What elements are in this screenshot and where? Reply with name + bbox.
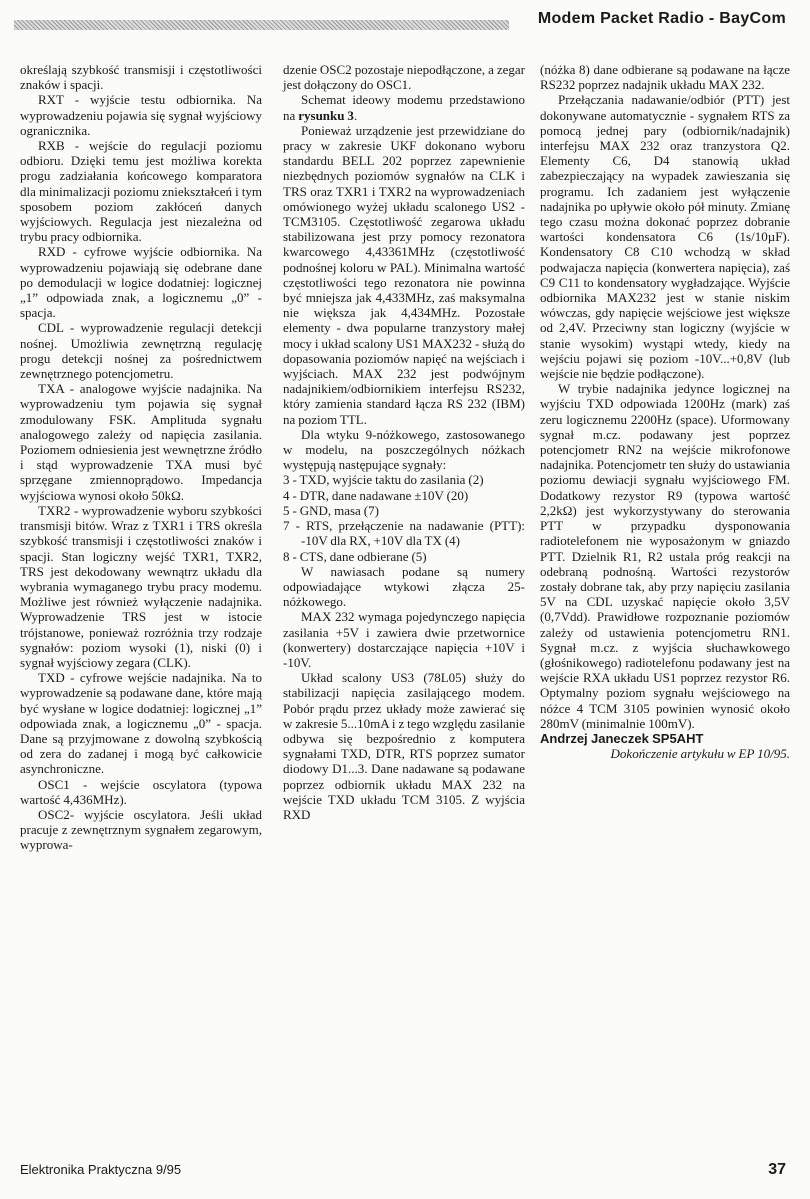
paragraph: określają szybkość transmisji i częstotliwości znaków i spacji. (20, 62, 262, 93)
paragraph (283, 92, 525, 122)
paragraph: TXD - cyfrowe wejście nadajnika. Na to wyprowadzenie są podawane dane, które mają być wysłane w logice dodatniej: logicznej „1” odpowiada znak, a logicznemu „0” - spacja. Dane są przyjmowane z dowolną szybkością od zera do zadanej i mogą być całkowicie asynchroniczne. (20, 670, 262, 777)
paragraph: OSC1 - wejście oscylatora (typowa wartość 4,436MHz). (20, 776, 262, 807)
continuation-note: Dokończenie artykułu w EP 10/95. (610, 746, 790, 762)
pin-list-item (283, 488, 525, 503)
paragraph: TXA - analogowe wyjście nadajnika. Na wyprowadzeniu tym pojawia się sygnał zmodulowany FSK. Amplituda sygnału analogowego zależy od napięcia zasilania. Poziomem odniesienia jest wewnętrzne źródło i stąd wyprowadzenie TXA musi być sprzęgane zmiennoprądowo. Impedancja wyjściowa wynosi około 50kΩ. (20, 381, 262, 503)
paragraph: RXD - cyfrowe wyjście odbiornika. Na wyprowadzeniu pojawiają się odebrane dane po demodulacji w logice dodatniej: logicznej „1” odpowiada znak, a logicznemu „0” - spacja. (20, 244, 262, 321)
pin-number: 3 - (283, 472, 297, 488)
pin-number: 5 - (283, 502, 297, 518)
pin-number: 4 - (283, 487, 297, 503)
paragraph: Ponieważ urządzenie jest przewidziane do pracy w zakresie UKF dokonano wyboru standardu BELL 202 poprzez zapewnienie niezbędnych poziomów sygnałów na CLK i TRS oraz TXR1 i TXR2 na wyprowadzeniach omówionego wyżej układu scalonego US2 - TCM3105. Częstotliwość zegarowa układu stabilizowana jest przy pomocy rezonatora kwarcowego 4,43361MHz (częstotliwość podnośnej koloru w PAL). Minimalna wartość częstotliwości tego rezonatora nie powinna być mniejsza jak 4,433MHz, zaś maksymalna nie większa jak 4,434MHz. Pozostałe elementy - dwa popularne tranzystory małej mocy i układ scalony US1 MAX232 - służą do dopasowania poziomów napięć na wejściach i wyjściach. MAX 232 jest podwójnym nadajnikiem/odbiornikiem interfejsu RS232, który zamienia standard łącza RS 232 (IBM) na poziom TTL. (283, 122, 525, 427)
paragraph: Przełączania nadawanie/odbiór (PTT) jest dokonywane automatycznie - sygnałem RTS za pomocą jednej pary (odbiornik/nadajnik) interfejsu MAX 232 oraz tranzystora Q2. Elementy C6, D4 stanowią układ zabezpieczający na wypadek zawieszania się programu. Ich zadaniem jest wyłączenie nadajnika po upływie około pół minuty. Zmianę tego czasu można dokonać poprzez dobranie wartości kondensatora C6 (1s/10µF). Kondensatory C8 C10 wchodzą w skład podwajacza napięcia (konwertera napięcia), zaś C9 C11 to kondensatory wygładzające. Wyjście odbiornika MAX232 jest w stanie niskim wówczas, gdy napięcie wejściowe jest większe od 2,4V. Przeciwny stan logiczny (wyjście w stanie wysokim) wystąpi wtedy, kiedy na wejściu pojawi się poziom -10V...+0,8V (lub wejście nie będzie podłączone). (540, 92, 790, 382)
header-decorative-bar (14, 20, 509, 30)
paragraph: Dla wtyku 9-nóżkowego, zastosowanego w modelu, na poszczególnych nóżkach występują następujące sygnały: (283, 426, 525, 473)
paragraph: MAX 232 wymaga pojedynczego napięcia zasilania +5V i zawiera dwie przetwornice (konwertery) dostarczające napięcia +10V i -10V. (283, 609, 525, 670)
paragraph: RXT - wyjście testu odbiornika. Na wyprowadzeniu pojawia się sygnał wyjściowy ogranicznika. (20, 92, 262, 138)
paragraph: (nóżka 8) dane odbierane są podawane na łącze RS232 poprzez nadajnik układu MAX 232. (540, 62, 790, 93)
text-run: . (353, 107, 358, 123)
paragraph: CDL - wyprowadzenie regulacji detekcji nośnej. Umożliwia zewnętrzną regulację progu detekcji nośnej za pośrednictwem zewnętrznego potencjometru. (20, 320, 262, 382)
pin-list-item (283, 503, 525, 518)
article-author: Andrzej Janeczek SP5AHT (540, 730, 704, 746)
pin-number: 8 - (283, 548, 297, 564)
pin-description: DTR, dane nadawane ±10V (20) (299, 487, 469, 503)
pin-description: CTS, dane odbierane (5) (299, 548, 427, 564)
text-column-3 (540, 62, 790, 761)
figure-reference: rysunku 3 (298, 107, 354, 123)
footer-page-number: 37 (768, 1161, 786, 1178)
pin-description: GND, masa (7) (299, 502, 379, 518)
paragraph: RXB - wejście do regulacji poziomu odbioru. Dzięki temu jest możliwa korekta progu zadziałania końcowego komparatora dla minimalizacji poziomu zniekształceń i tym sposobem poziom zakłóceń danych wyjściowych. Regulacja jest niezależna od trybu pracy odbiornika. (20, 138, 262, 245)
pin-list-item (283, 518, 525, 548)
paragraph: Układ scalony US3 (78L05) służy do stabilizacji napięcia zasilającego modem. Pobór prądu przez układy może zawierać się w zakresie 5...10mA i z tego względu zasilanie odbywa się bezpośrednio z komputera sygnałami TXD, DTR, RTS poprzez sumator diodowy D1...3. Dane nadawane są podawane poprzez odbiornik układu MAX 232 na wejście TXD układu TCM 3105. Z wyjścia RXD (283, 670, 525, 822)
text-column-2 (283, 62, 525, 822)
pin-list-item (283, 472, 525, 487)
pin-list-item (283, 549, 525, 564)
paragraph: W nawiasach podane są numery odpowiadające wtykowi złącza 25-nóżkowego. (283, 563, 525, 610)
text-run: Schemat ideowy modemu przedstawiono na (283, 92, 525, 123)
footer-journal-issue: Elektronika Praktyczna 9/95 (20, 1162, 182, 1177)
paragraph: OSC2- wyjście oscylatora. Jeśli układ pracuje z zewnętrznym sygnałem zegarowym, wyprowa- (20, 806, 262, 853)
pin-description: TXD, wyjście taktu do zasilania (2) (299, 472, 484, 488)
paragraph: W trybie nadajnika jedynce logicznej na wyjściu TXD odpowiada 1200Hz (mark) zaś zeru logicznemu 2200Hz (space). Uformowany sygnał m.cz. podawany jest poprzez potencjometr RN2 na wejście mikrofonowe nadajnika. Potencjometr ten służy do ustawiania poziomu dewiacji sygnału wyjściowego FM. Dodatkowy rezystor R9 (typowa wartość 2,2kΩ) jest wykorzystywany do sterowania PTT w przypadku dysponowania radiotelefonem nie wyposażonym w gniazdo PTT. Dzielnik R1, R2 ustala próg reakcji na odebraną podnośną. Wartości rezystorów zostały dobrane tak, aby przy napięciu zasilania 5V na CDL uzyskać napięcie około 3,5V (0,7Vdd). Prawidłowe rozpoznanie poziomów zależy od ustawienia potencjometru RN1. Sygnał m.cz. z wyjścia słuchawkowego (głośnikowego) radiotelefonu podawany jest na wejście RXA układu US1 poprzez rezystor R6. Optymalny poziom sygnału wejściowego na nóżce 4 TCM 3105 powinien wynosić około 280mV (minimalnie 100mV). (540, 381, 790, 731)
text-column-1 (20, 62, 262, 853)
paragraph: dzenie OSC2 pozostaje niepodłączone, a zegar jest dołączony do OSC1. (283, 62, 525, 93)
pin-description: RTS, przełączenie na nadawanie (PTT): -10V dla RX, +10V dla TX (4) (301, 518, 526, 549)
paragraph: TXR2 - wyprowadzenie wyboru szybkości transmisji bitów. Wraz z TXR1 i TRS określa szybkość transmisji i częstotliwości znaków i spacji. Stan logiczny wejść TXR1, TXR2, TRS jest dekodowany wewnątrz układu dla wybrania wymaganego trybu pracy modemu. Możliwe jest również wyłączenie nadajnika. Wyprowadzenie TRS jest w istocie trójstanowe, ponieważ rozróżnia trzy rodzaje sygnałów: poziom wysoki (1), niski (0) i sygnał wyjściowy zegara (CLK). (20, 502, 262, 670)
running-header-title: Modem Packet Radio - BayCom (537, 10, 786, 27)
pin-number: 7 - (283, 518, 300, 534)
